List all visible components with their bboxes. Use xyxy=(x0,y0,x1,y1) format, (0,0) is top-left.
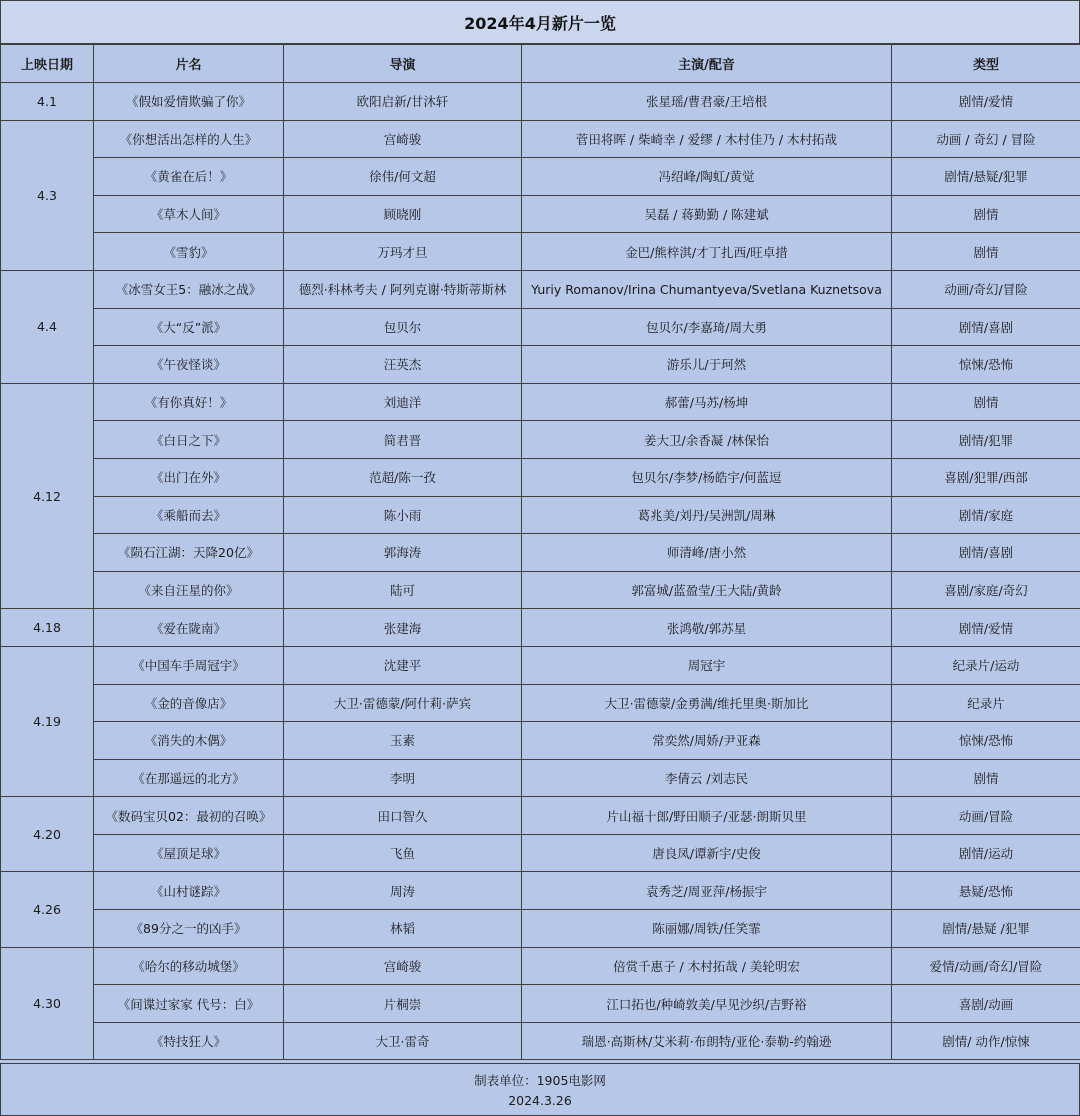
table-row xyxy=(1,722,1080,760)
director-cell: 沈建平 xyxy=(284,646,522,684)
cast-cell: 师清峰/唐小然 xyxy=(522,534,892,572)
film-title-cell: 《有你真好！》 xyxy=(94,383,284,421)
film-title-cell: 《金的音像店》 xyxy=(94,684,284,722)
film-title-cell: 《乘船而去》 xyxy=(94,496,284,534)
cast-cell: 周冠宇 xyxy=(522,646,892,684)
cast-cell: 倍赏千惠子 / 木村拓哉 / 美轮明宏 xyxy=(522,947,892,985)
director-cell: 玉素 xyxy=(284,722,522,760)
table-row xyxy=(1,233,1080,271)
film-title-cell: 《陨石江湖：天降20亿》 xyxy=(94,534,284,572)
cast-cell: 郝蕾/马苏/杨坤 xyxy=(522,383,892,421)
genre-cell: 剧情/喜剧 xyxy=(892,534,1080,572)
genre-cell: 剧情/悬疑 /犯罪 xyxy=(892,910,1080,948)
release-date-cell: 4.12 xyxy=(1,383,94,609)
director-cell: 宫崎骏 xyxy=(284,947,522,985)
genre-cell: 剧情/爱情 xyxy=(892,609,1080,647)
director-cell: 徐伟/何文超 xyxy=(284,158,522,196)
cast-cell: 常奕然/周娇/尹亚森 xyxy=(522,722,892,760)
director-cell: 郭海涛 xyxy=(284,534,522,572)
cast-cell: 郭富城/蓝盈莹/王大陆/黄龄 xyxy=(522,571,892,609)
director-cell: 简君晋 xyxy=(284,421,522,459)
film-title-cell: 《黄雀在后！》 xyxy=(94,158,284,196)
film-title-cell: 《间谍过家家 代号：白》 xyxy=(94,985,284,1023)
film-title-cell: 《草木人间》 xyxy=(94,195,284,233)
genre-cell: 剧情/ 动作/惊悚 xyxy=(892,1022,1080,1060)
footer-maker: 制表单位：1905电影网 xyxy=(474,1073,606,1088)
release-date-cell: 4.18 xyxy=(1,609,94,647)
table-row xyxy=(1,195,1080,233)
cast-cell: 片山福十郎/野田顺子/亚瑟·朗斯贝里 xyxy=(522,797,892,835)
genre-cell: 剧情 xyxy=(892,759,1080,797)
director-cell: 陆可 xyxy=(284,571,522,609)
footer xyxy=(0,1063,1080,1116)
cast-cell: 包贝尔/李梦/杨皓宇/何蓝逗 xyxy=(522,458,892,496)
table-row xyxy=(1,83,1080,121)
director-cell: 张建海 xyxy=(284,609,522,647)
cast-cell: 瑞恩·高斯林/艾米莉·布朗特/亚伦·泰勒-约翰逊 xyxy=(522,1022,892,1060)
cast-cell: 金巴/熊梓淇/才丁扎西/旺卓措 xyxy=(522,233,892,271)
cast-cell: 张星瑶/曹君豪/王培根 xyxy=(522,83,892,121)
release-date-cell: 4.20 xyxy=(1,797,94,872)
director-cell: 李明 xyxy=(284,759,522,797)
director-cell: 刘迪洋 xyxy=(284,383,522,421)
release-date-cell: 4.19 xyxy=(1,646,94,796)
table-row xyxy=(1,985,1080,1023)
genre-cell: 纪录片/运动 xyxy=(892,646,1080,684)
film-title-cell: 《大“反”派》 xyxy=(94,308,284,346)
film-title-cell: 《89分之一的凶手》 xyxy=(94,910,284,948)
film-title-cell: 《哈尔的移动城堡》 xyxy=(94,947,284,985)
genre-cell: 喜剧/犯罪/西部 xyxy=(892,458,1080,496)
table-row xyxy=(1,496,1080,534)
cast-cell: 姜大卫/余香凝 /林保怡 xyxy=(522,421,892,459)
table-row xyxy=(1,158,1080,196)
director-cell: 片桐崇 xyxy=(284,985,522,1023)
genre-cell: 剧情 xyxy=(892,195,1080,233)
film-title-cell: 《假如爱情欺骗了你》 xyxy=(94,83,284,121)
release-date-cell: 4.4 xyxy=(1,270,94,383)
cast-cell: 冯绍峰/陶虹/黄觉 xyxy=(522,158,892,196)
director-cell: 宫崎骏 xyxy=(284,120,522,158)
film-title-cell: 《爱在陇南》 xyxy=(94,609,284,647)
cast-cell: 张鸿敬/郭苏星 xyxy=(522,609,892,647)
director-cell: 田口智久 xyxy=(284,797,522,835)
table-row xyxy=(1,947,1080,985)
table-row xyxy=(1,346,1080,384)
director-cell: 大卫·雷德蒙/阿什莉·萨宾 xyxy=(284,684,522,722)
genre-cell: 剧情/家庭 xyxy=(892,496,1080,534)
director-cell: 范超/陈一孜 xyxy=(284,458,522,496)
cast-cell: Yuriy Romanov/Irina Chumantyeva/Svetlana Kuznetsova xyxy=(522,270,892,308)
director-cell: 飞鱼 xyxy=(284,834,522,872)
director-cell: 顾晓刚 xyxy=(284,195,522,233)
table-row xyxy=(1,308,1080,346)
film-title-cell: 《在那遥远的北方》 xyxy=(94,759,284,797)
header-cast: 主演/配音 xyxy=(522,45,892,83)
table-row xyxy=(1,834,1080,872)
film-title-cell: 《雪豹》 xyxy=(94,233,284,271)
film-table xyxy=(0,44,1080,1060)
film-title-cell: 《冰雪女王5：融冰之战》 xyxy=(94,270,284,308)
cast-cell: 江口拓也/种崎敦美/早见沙织/吉野裕 xyxy=(522,985,892,1023)
cast-cell: 游乐儿/于珂然 xyxy=(522,346,892,384)
table-row xyxy=(1,534,1080,572)
genre-cell: 爱情/动画/奇幻/冒险 xyxy=(892,947,1080,985)
header-row xyxy=(1,45,1080,83)
cast-cell: 唐良凤/谭新宇/史俊 xyxy=(522,834,892,872)
film-title-cell: 《白日之下》 xyxy=(94,421,284,459)
film-title-cell: 《数码宝贝02：最初的召唤》 xyxy=(94,797,284,835)
genre-cell: 喜剧/家庭/奇幻 xyxy=(892,571,1080,609)
cast-cell: 大卫·雷德蒙/金勇满/维托里奥·斯加比 xyxy=(522,684,892,722)
cast-cell: 葛兆美/刘丹/吴洲凯/周琳 xyxy=(522,496,892,534)
table-row xyxy=(1,270,1080,308)
cast-cell: 菅田将晖 / 柴崎幸 / 爱缪 / 木村佳乃 / 木村拓哉 xyxy=(522,120,892,158)
film-title-cell: 《中国车手周冠宇》 xyxy=(94,646,284,684)
film-table-body xyxy=(1,83,1080,1060)
release-date-cell: 4.1 xyxy=(1,83,94,121)
footer-date: 2024.3.26 xyxy=(508,1093,572,1108)
genre-cell: 喜剧/动画 xyxy=(892,985,1080,1023)
director-cell: 陈小雨 xyxy=(284,496,522,534)
release-date-cell: 4.3 xyxy=(1,120,94,270)
genre-cell: 悬疑/恐怖 xyxy=(892,872,1080,910)
table-row xyxy=(1,458,1080,496)
genre-cell: 剧情/喜剧 xyxy=(892,308,1080,346)
film-title-cell: 《出门在外》 xyxy=(94,458,284,496)
cast-cell: 袁秀芝/周亚萍/杨振宇 xyxy=(522,872,892,910)
table-row xyxy=(1,646,1080,684)
table-row xyxy=(1,421,1080,459)
table-row xyxy=(1,797,1080,835)
director-cell: 欧阳启新/甘沐轩 xyxy=(284,83,522,121)
table-row xyxy=(1,120,1080,158)
film-title-cell: 《来自汪星的你》 xyxy=(94,571,284,609)
release-date-cell: 4.30 xyxy=(1,947,94,1060)
genre-cell: 惊悚/恐怖 xyxy=(892,346,1080,384)
table-row xyxy=(1,609,1080,647)
cast-cell: 包贝尔/李嘉琦/周大勇 xyxy=(522,308,892,346)
genre-cell: 剧情/犯罪 xyxy=(892,421,1080,459)
director-cell: 汪英杰 xyxy=(284,346,522,384)
header-date: 上映日期 xyxy=(1,45,94,83)
header-director: 导演 xyxy=(284,45,522,83)
header-title: 片名 xyxy=(94,45,284,83)
genre-cell: 纪录片 xyxy=(892,684,1080,722)
genre-cell: 剧情 xyxy=(892,383,1080,421)
table-row xyxy=(1,759,1080,797)
sheet-title: 2024年4月新片一览 xyxy=(0,0,1080,44)
header-genre: 类型 xyxy=(892,45,1080,83)
genre-cell: 动画/冒险 xyxy=(892,797,1080,835)
table-row xyxy=(1,684,1080,722)
cast-cell: 陈丽娜/周铁/任笑霏 xyxy=(522,910,892,948)
genre-cell: 惊悚/恐怖 xyxy=(892,722,1080,760)
director-cell: 万玛才旦 xyxy=(284,233,522,271)
film-title-cell: 《你想活出怎样的人生》 xyxy=(94,120,284,158)
film-title-cell: 《午夜怪谈》 xyxy=(94,346,284,384)
director-cell: 林韬 xyxy=(284,910,522,948)
genre-cell: 剧情/悬疑/犯罪 xyxy=(892,158,1080,196)
release-date-cell: 4.26 xyxy=(1,872,94,947)
director-cell: 德烈·科林考夫 / 阿列克谢·特斯蒂斯林 xyxy=(284,270,522,308)
director-cell: 包贝尔 xyxy=(284,308,522,346)
genre-cell: 剧情/爱情 xyxy=(892,83,1080,121)
director-cell: 大卫·雷奇 xyxy=(284,1022,522,1060)
film-title-cell: 《消失的木偶》 xyxy=(94,722,284,760)
table-row xyxy=(1,571,1080,609)
genre-cell: 剧情 xyxy=(892,233,1080,271)
director-cell: 周涛 xyxy=(284,872,522,910)
film-title-cell: 《特技狂人》 xyxy=(94,1022,284,1060)
table-row xyxy=(1,1022,1080,1060)
film-title-cell: 《屋顶足球》 xyxy=(94,834,284,872)
film-title-cell: 《山村谜踪》 xyxy=(94,872,284,910)
cast-cell: 吴磊 / 蒋勤勤 / 陈建斌 xyxy=(522,195,892,233)
table-row xyxy=(1,383,1080,421)
table-row xyxy=(1,872,1080,910)
cast-cell: 李倩云 /刘志民 xyxy=(522,759,892,797)
genre-cell: 动画/奇幻/冒险 xyxy=(892,270,1080,308)
genre-cell: 剧情/运动 xyxy=(892,834,1080,872)
table-row xyxy=(1,910,1080,948)
genre-cell: 动画 / 奇幻 / 冒险 xyxy=(892,120,1080,158)
